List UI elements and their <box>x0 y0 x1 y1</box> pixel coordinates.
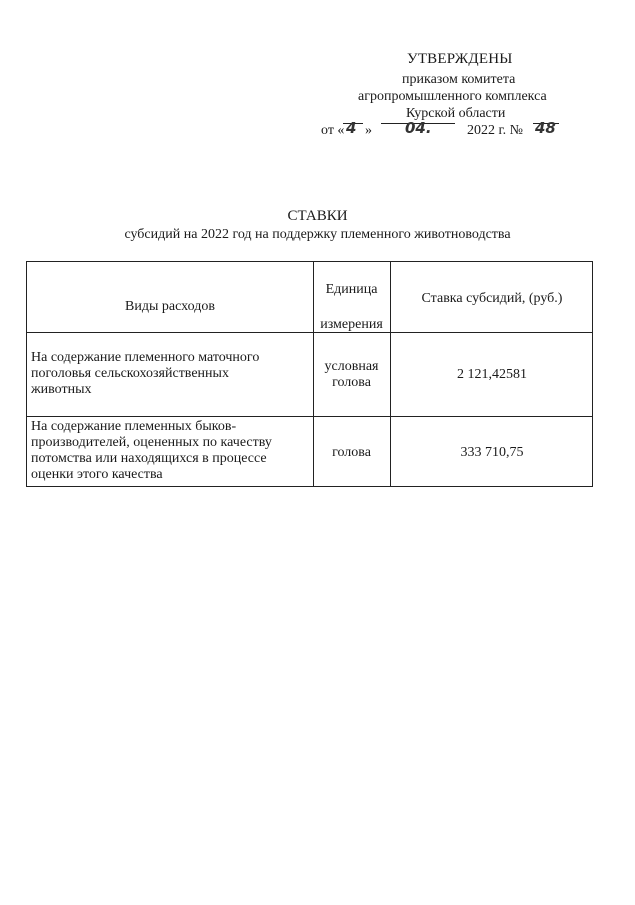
table-divider <box>27 416 592 417</box>
header-expense-type: Виды расходов <box>125 299 215 314</box>
document-subtitle: субсидий на 2022 год на поддержку племенного животноводства <box>124 227 511 242</box>
document-title: СТАВКИ <box>287 208 348 224</box>
approval-committee-line: агропромышленного комплекса <box>358 89 547 104</box>
row1-unit <box>313 359 390 391</box>
row2-expense-line: На содержание племенных быков- <box>31 419 237 434</box>
row2-unit: голова <box>332 445 371 460</box>
rates-table <box>26 261 593 487</box>
header-unit-line1: Единица <box>325 282 378 297</box>
date-month-handwritten: 04. <box>405 119 432 137</box>
row2-expense-line: оценки этого качества <box>31 467 163 482</box>
row1-unit-line: условная <box>324 359 379 374</box>
approval-issuer-line: приказом комитета <box>402 72 516 87</box>
row2-expense-line: производителей, оцененных по качеству <box>31 435 272 450</box>
header-rate: Ставка субсидий, (руб.) <box>421 291 563 306</box>
row2-rate: 333 710,75 <box>460 445 524 460</box>
date-quote-close: » <box>365 123 372 138</box>
row1-rate: 2 121,42581 <box>457 367 527 382</box>
table-row <box>31 350 259 398</box>
row1-expense-line: На содержание племенного маточного <box>31 350 260 365</box>
row1-expense-line: животных <box>31 382 92 397</box>
row2-expense-line: потомства или находящихся в процессе <box>31 451 267 466</box>
approval-title: УТВЕРЖДЕНЫ <box>407 51 513 67</box>
date-prefix: от « <box>321 123 345 138</box>
date-year: 2022 г. № <box>467 123 524 138</box>
row1-expense-line: поголовья сельскохозяйственных <box>31 366 229 381</box>
order-number-handwritten: 48 <box>535 119 556 137</box>
row1-unit-line: голова <box>332 375 371 390</box>
table-divider <box>27 332 592 333</box>
table-row <box>31 419 272 483</box>
date-day-handwritten: 4 <box>346 119 357 137</box>
approval-date-row <box>321 119 571 143</box>
approval-region-line: Курской области <box>406 106 506 121</box>
header-unit-line2: измерения <box>320 317 383 332</box>
